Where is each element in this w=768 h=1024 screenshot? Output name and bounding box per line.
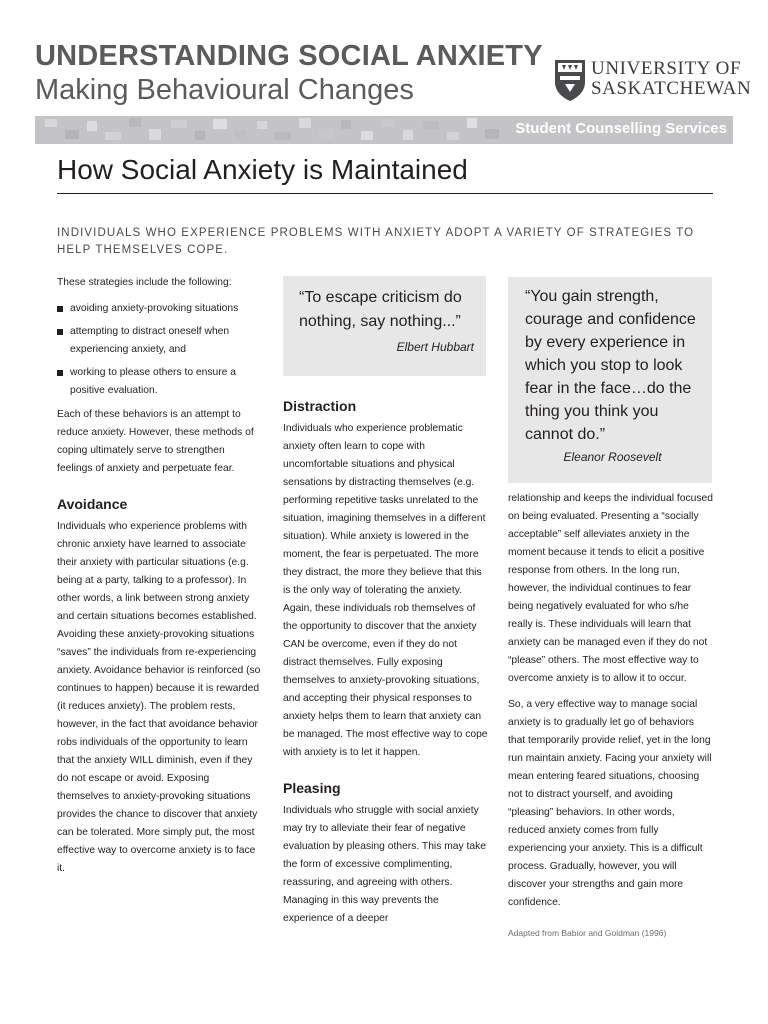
source-credit: Adapted from Babior and Goldman (1996) [508, 928, 667, 938]
conclusion-text: So, a very effective way to manage social anxiety is to gradually let go of behaviors that temporarily provide relief, yet in the long run maintain anxiety. Facing your anxiety will mean entering feared situations, choosing not to distract yourself, and avoiding “pleasing” behaviors. In other words, reduced anxiety comes from fully experiencing your anxiety. This is a difficult process. Gradually, however, you will discover your strengths and gain more confidence. [508, 699, 712, 908]
logo-wordmark [591, 59, 751, 99]
distraction-text: Individuals who experience problematic anxiety often learn to cope with uncomfortable situations and physical sensations by distracting themselves (e.g. performing repetitive tasks unrelated to the situation, imagining themselves in a different situation). While anxiety is lowered in the moment, the fear is perpetuated. The more they distract, the more they believe that this is the only way of tolerating the anxiety. Again, these individuals rob themselves of the opportunity to discover that the anxiety CAN be overcome, even if they do not distract themselves. Fully exposing themselves to anxiety-provoking situations, and accepting their physical responses to anxiety helps them to learn that anxiety can be managed. The most effective way to cope with anxiety is to let it happen. [283, 423, 488, 758]
list-item-text: attempting to distract oneself when experiencing anxiety, and [70, 326, 230, 355]
strategies-summary: Each of these behaviors is an attempt to reduce anxiety. However, these methods of coping ultimately serve to strengthen feelings of anxiety and perpetuate fear. [57, 409, 254, 474]
list-item [57, 300, 263, 318]
quote-author: Eleanor Roosevelt [563, 450, 662, 464]
bullet-icon [57, 306, 63, 312]
band-label: Student Counselling Services [515, 120, 727, 137]
quote-box-hubbart [283, 276, 486, 376]
list-item-text: avoiding anxiety-provoking situations [70, 303, 239, 314]
quote-author: Elbert Hubbart [396, 340, 474, 354]
pleasing-heading: Pleasing [283, 780, 341, 796]
column-2 [283, 396, 489, 936]
crest-icon [553, 58, 587, 102]
avoidance-heading: Avoidance [57, 496, 128, 512]
quote-box-roosevelt [508, 277, 712, 483]
bullet-icon [57, 329, 63, 335]
column-1 [57, 274, 263, 886]
list-item-text: working to please others to ensure a positive evaluation. [70, 367, 236, 396]
avoidance-text: Individuals who experience problems with chronic anxiety have learned to associate their anxiety with particular situations (e.g. being at a party, talking to a professor). In other words, a link between strong anxiety and certain situations becomes established. Avoiding these anxiety-provoking situations “saves” the individuals from re-experiencing anxiety. Avoidance behavior is reinforced (so continues to happen) because it is rewarded (it reduces anxiety). The problem rests, however, in the fact that avoidance behavior robs individuals of the opportunity to learn that the anxiety WILL diminish, even if they do not escape or avoid. Exposing themselves to anxiety-provoking situations provides the chance to discover that anxiety can be tolerated. More simply put, the most effective way to overcome anxiety is to face it. [57, 521, 261, 874]
header-band [35, 116, 733, 144]
logo-line-1: UNIVERSITY OF [591, 58, 742, 79]
page-header [0, 0, 768, 150]
strategies-list [57, 300, 263, 400]
university-logo [553, 58, 752, 104]
bullet-icon [57, 370, 63, 376]
document-title: UNDERSTANDING SOCIAL ANXIETY [35, 40, 543, 72]
list-item [57, 323, 263, 359]
document-subtitle: Making Behavioural Changes [35, 74, 414, 106]
page-title: How Social Anxiety is Maintained [57, 154, 468, 185]
logo-line-2: SASKATCHEWAN [591, 78, 752, 99]
pleasing-continued-text: relationship and keeps the individual focused on being evaluated. Presenting a “socially acceptable” self alleviates anxiety in the moment because it tends to elicit a positive response from others. In the long run, however, the individual continues to fear being negatively evaluated for who s/he really is. These individuals will learn that anxiety can be managed even if they do not “please” others. The most effective way to overcome anxiety is to allow it to occur. [508, 493, 713, 684]
list-item [57, 364, 263, 400]
title-divider [57, 193, 713, 194]
quote-text: “You gain strength, courage and confidence by every experience in which you stop to look fear in the face…do the thing you think you cannot do.” [525, 288, 696, 443]
strategies-lead: These strategies include the following: [57, 277, 232, 288]
intro-text: INDIVIDUALS WHO EXPERIENCE PROBLEMS WITH ANXIETY ADOPT A VARIETY OF STRATEGIES TO HELP THEMSELVES COPE. [57, 227, 695, 256]
pleasing-text: Individuals who struggle with social anxiety may try to alleviate their fear of negative evaluation by pleasing others. This may take the form of excessive complimenting, reassuring, and agreeing with others. Managing in this way prevents the experience of a deeper [283, 805, 487, 924]
distraction-heading: Distraction [283, 398, 357, 414]
column-3 [508, 490, 714, 942]
quote-text: “To escape criticism do nothing, say nothing...” [299, 289, 462, 330]
